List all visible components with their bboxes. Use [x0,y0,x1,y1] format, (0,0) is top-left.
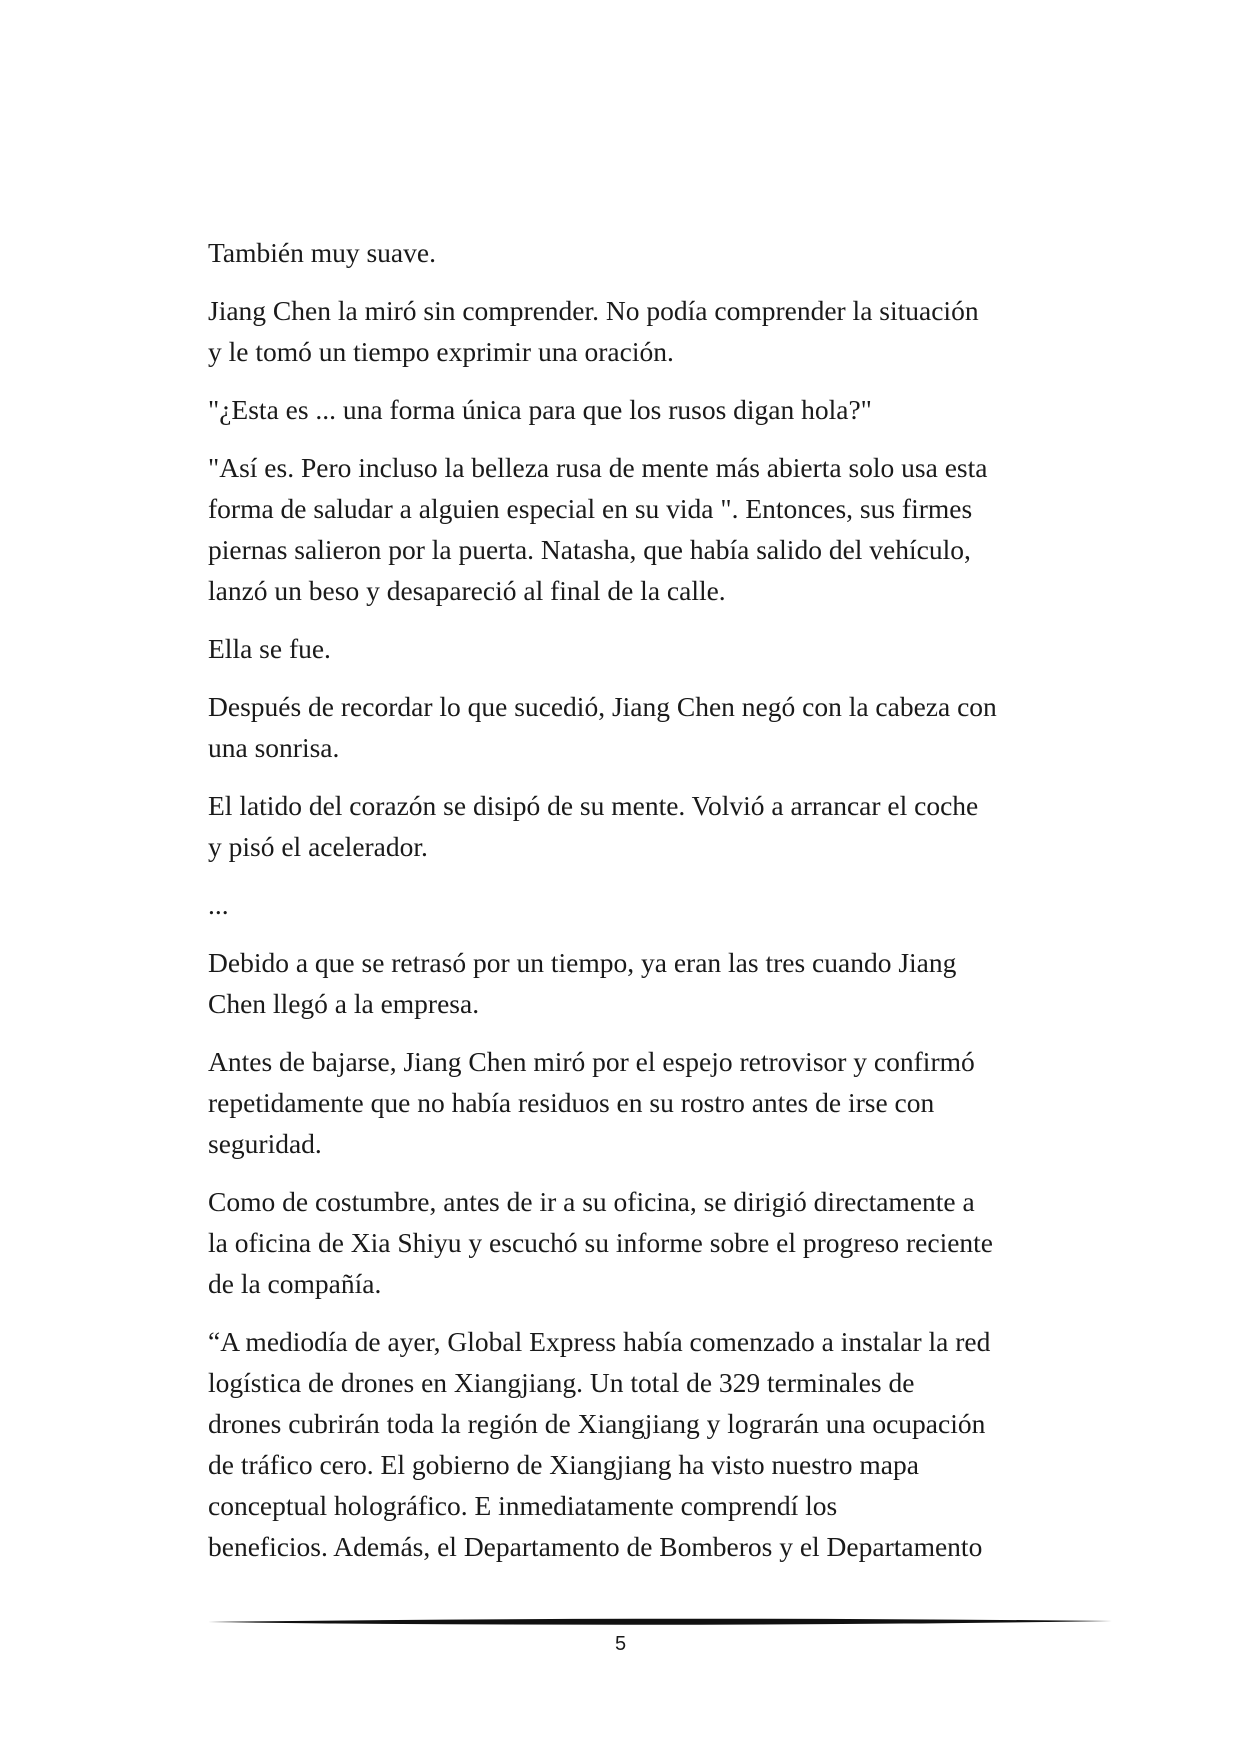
paragraph: También muy suave. [208,237,436,268]
paragraph: Ella se fue. [208,633,331,664]
paragraph: Como de costumbre, antes de ir a su oficina, se dirigió directamente a la oficina de Xia Shiyu y escuchó su informe sobre el progreso reciente de la compañía. [208,1186,994,1299]
paragraph: ... [208,889,229,920]
paragraph: Antes de bajarse, Jiang Chen miró por el espejo retrovisor y confirmó repetidamente que no había residuos en su rostro antes de irse con seguridad. [208,1046,975,1159]
paragraph: "¿Esta es ... una forma única para que los rusos digan hola?" [208,394,872,425]
paragraph: Jiang Chen la miró sin comprender. No podía comprender la situación y le tomó un tiempo exprimir una oración. [208,295,979,367]
body-text [208,232,1078,1584]
footer-divider [208,1614,1112,1630]
paragraph: El latido del corazón se disipó de su mente. Volvió a arrancar el coche y pisó el acelerador. [208,790,979,862]
page-number: 5 [614,1633,627,1655]
paragraph: “A mediodía de ayer, Global Express había comenzado a instalar la red logística de drones en Xiangjiang. Un total de 329 terminales de drones cubrirán toda la región de Xiangjiang y lograrán una ocupación de tráfico cero. El gobierno de Xiangjiang ha visto nuestro mapa conceptual holográfico. E inmediatamente comprendí los beneficios. Además, el Departamento de Bomberos y el Departamento [208,1326,991,1562]
paragraph: "Así es. Pero incluso la belleza rusa de mente más abierta solo usa esta forma de saludar a alguien especial en su vida ". Entonces, sus firmes piernas salieron por la puerta. Natasha, que había salido del vehículo, lanzó un beso y desapareció al final de la calle. [208,452,988,606]
paragraph: Debido a que se retrasó por un tiempo, ya eran las tres cuando Jiang Chen llegó a la empresa. [208,947,957,1019]
paragraph: Después de recordar lo que sucedió, Jiang Chen negó con la cabeza con una sonrisa. [208,691,997,763]
